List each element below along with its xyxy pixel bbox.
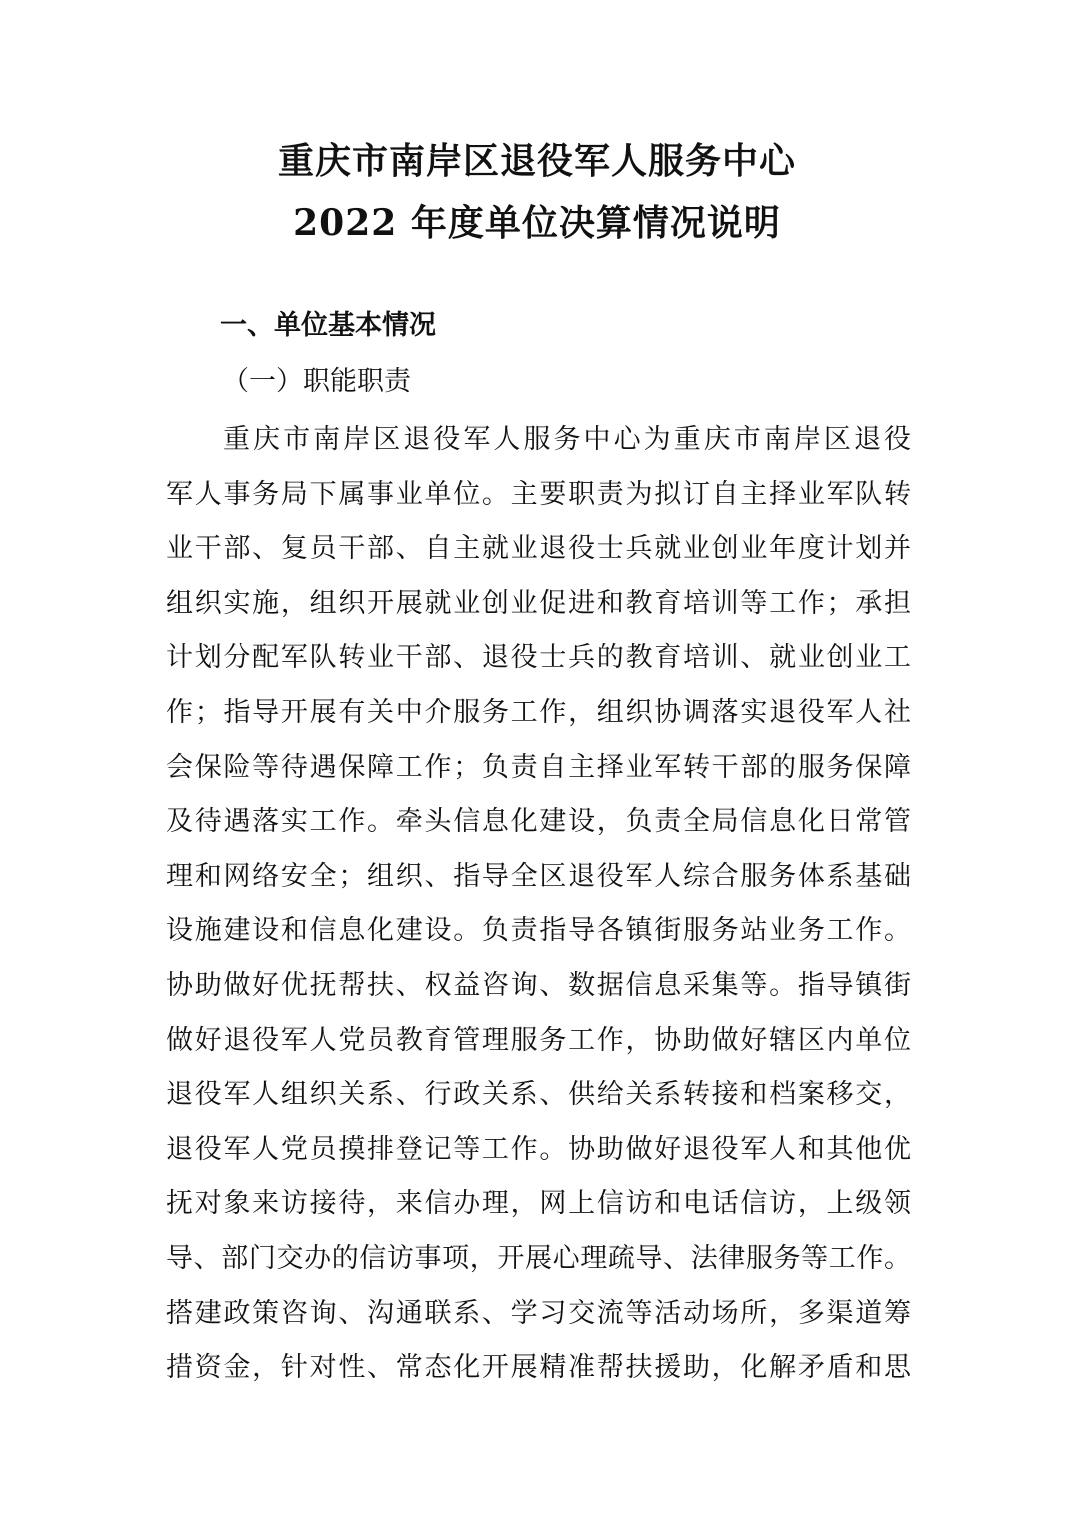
paragraph-line: 协助做好优抚帮扶、权益咨询、数据信息采集等。指导镇街 [166, 969, 911, 1001]
paragraph-line: 设施建设和信息化建设。负责指导各镇街服务站业务工作。 [166, 915, 911, 947]
paragraph-line: 计划分配军队转业干部、退役士兵的教育培训、就业创业工 [166, 642, 911, 674]
paragraph-line: 抚对象来访接待，来信办理，网上信访和电话信访，上级领 [166, 1188, 911, 1220]
paragraph-line: 导、部门交办的信访事项，开展心理疏导、法律服务等工作。 [166, 1242, 911, 1274]
paragraph-line: 及待遇落实工作。牵头信息化建设，负责全局信息化日常管 [166, 806, 911, 838]
paragraph-line: 军人事务局下属事业单位。主要职责为拟订自主择业军队转 [166, 478, 911, 510]
paragraph-line: 退役军人党员摸排登记等工作。协助做好退役军人和其他优 [166, 1133, 911, 1165]
paragraph-line: 退役军人组织关系、行政关系、供给关系转接和档案移交， [166, 1079, 911, 1111]
paragraph-line: 理和网络安全；组织、指导全区退役军人综合服务体系基础 [166, 860, 911, 892]
paragraph-line: 措资金，针对性、常态化开展精准帮扶援助，化解矛盾和思 [166, 1352, 911, 1384]
paragraph-line: 重庆市南岸区退役军人服务中心为重庆市南岸区退役 [223, 424, 911, 455]
paragraph-line: 做好退役军人党员教育管理服务工作，协助做好辖区内单位 [166, 1024, 911, 1056]
subsection-heading-functions: （一）职能职责 [222, 366, 411, 397]
document-title [0, 130, 1074, 254]
body-paragraph [166, 413, 911, 1396]
paragraph-line: 业干部、复员干部、自主就业退役士兵就业创业年度计划并 [166, 533, 911, 565]
paragraph-line: 会保险等待遇保障工作；负责自主择业军转干部的服务保障 [166, 751, 911, 783]
title-line-1: 重庆市南岸区退役军人服务中心 [277, 140, 796, 182]
paragraph-line: 组织实施，组织开展就业创业促进和教育培训等工作；承担 [166, 587, 911, 619]
paragraph-line: 作；指导开展有关中介服务工作，组织协调落实退役军人社 [166, 696, 911, 728]
section-heading-basic-info: 一、单位基本情况 [220, 310, 436, 341]
title-line-2: 2022 年度单位决算情况说明 [293, 202, 781, 244]
paragraph-line: 搭建政策咨询、沟通联系、学习交流等活动场所，多渠道筹 [166, 1297, 911, 1329]
